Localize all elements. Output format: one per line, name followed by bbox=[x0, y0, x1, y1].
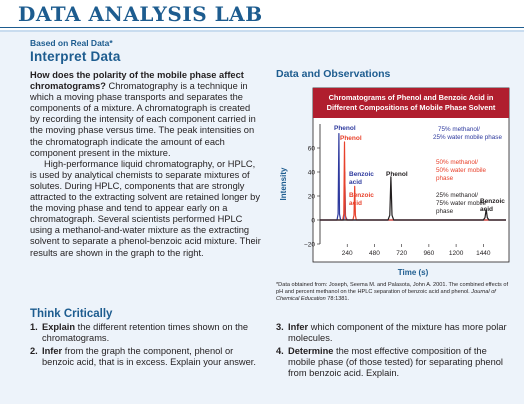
x-axis-label: Time (s) bbox=[397, 268, 429, 277]
peak-label-6-b: acid bbox=[480, 206, 494, 213]
question-number: 2. bbox=[30, 346, 38, 357]
question-1 bbox=[30, 322, 258, 344]
legend-line-3-2: phase bbox=[436, 175, 454, 182]
question-verb: Explain bbox=[42, 322, 76, 332]
chart-svg bbox=[268, 84, 518, 280]
lead-question: How does the polarity of the mobile phase affect chromatograms? bbox=[30, 70, 244, 92]
legend-line-2-1: 25% water mobile phase bbox=[433, 134, 502, 141]
kicker: Based on Real Data* bbox=[30, 38, 113, 48]
peak-label-4: Benzoic bbox=[349, 192, 374, 199]
question-4 bbox=[276, 346, 508, 379]
question-list-right bbox=[276, 322, 508, 381]
x-tick-label: 720 bbox=[396, 250, 408, 257]
legend-line-2-3: 75% water mobile bbox=[436, 200, 487, 207]
footnote-journal: Journal of Chemical Education bbox=[276, 289, 496, 303]
question-verb: Infer bbox=[288, 322, 309, 332]
y-tick-label: 40 bbox=[307, 169, 315, 177]
question-body bbox=[42, 322, 258, 344]
question-text: the most effective composition of the mobile phase (of those tested) for separating phenol from benzoic acid. Explain. bbox=[288, 346, 503, 379]
question-number: 4. bbox=[276, 346, 284, 357]
peak-label-4-b: acid bbox=[349, 200, 363, 207]
question-body bbox=[288, 322, 508, 344]
question-verb: Determine bbox=[288, 346, 334, 357]
chart-title-line-1: Chromatograms of Phenol and Benzoic Acid in bbox=[328, 93, 494, 102]
y-tick-label: −20 bbox=[303, 241, 315, 249]
question-verb: Infer bbox=[42, 346, 63, 357]
peak-label-5: Phenol bbox=[386, 171, 408, 178]
interpret-data-section bbox=[30, 38, 262, 259]
x-tick-label: 1200 bbox=[448, 250, 464, 257]
y-tick-label: 60 bbox=[307, 145, 315, 153]
question-list-left bbox=[30, 322, 258, 370]
footnote-text: *Data obtained from: Joseph, Seema M. and Palasota, John A. 2001. The combined effects of pH and percent methanol on the HPLC separation of benzoic acid and phenol. bbox=[276, 282, 509, 296]
paragraph-2: High-performance liquid chromatography, or HPLC, is used by analytical chemists to separate mixtures of solutes. During HPLC, components that are strongly attracted to the extracting solvent are retained longer by the moving phase and tend to appear early on a chromatograph. Several scientists performed HPLC using a methanol-and-water mixture as the extracting solvent to separate a phenol-benzoic acid mixture. Their results are shown in the graph to the right. bbox=[30, 158, 261, 258]
peak-label-3-b: acid bbox=[349, 179, 363, 186]
legend-line-3-3: phase bbox=[436, 208, 454, 215]
y-tick-label: 0 bbox=[311, 217, 315, 225]
question-text: the different retention times shown on the chromatograms. bbox=[42, 322, 249, 344]
section-title: Interpret Data bbox=[30, 49, 121, 64]
legend-line-2-2: 50% water mobile bbox=[436, 167, 487, 174]
y-tick-label: 20 bbox=[307, 193, 315, 201]
question-body bbox=[288, 346, 508, 379]
chart-title-line-2: Different Compositions of Mobile Phase Solvent bbox=[326, 103, 496, 112]
question-text: which component of the mixture has more polar molecules. bbox=[288, 322, 507, 344]
paragraph-1-text: Chromatography is a technique in which a moving phase transports and separates the components of a mixture. A chromatograph is created by recording the intensity of each component carried in the moving phase versus time. The peak intensities on the chromatograph indicate the amount of each component present in the mixture. bbox=[30, 81, 256, 158]
y-axis-label: Intensity bbox=[279, 167, 288, 201]
question-text: from the graph the component, phenol or benzoic acid, that is in excess. Explain your answer. bbox=[42, 346, 256, 368]
x-tick-label: 960 bbox=[423, 250, 435, 257]
body-text bbox=[30, 70, 262, 259]
question-2 bbox=[30, 346, 258, 368]
legend-line-1-1: 75% methanol/ bbox=[438, 126, 481, 133]
legend-line-1-3: 25% methanol/ bbox=[436, 192, 479, 199]
chromatogram-chart bbox=[268, 84, 518, 280]
legend-line-1-2: 50% methanol/ bbox=[436, 159, 479, 166]
question-number: 1. bbox=[30, 322, 38, 332]
peak-label-1: Phenol bbox=[334, 125, 356, 132]
observations-title: Data and Observations bbox=[276, 68, 391, 80]
think-critically-title: Think Critically bbox=[30, 308, 113, 320]
x-tick-label: 240 bbox=[341, 250, 353, 257]
question-body bbox=[42, 346, 258, 368]
banner-title: DATA ANALYSIS LAB bbox=[18, 2, 263, 26]
footnote-tail: 78:1381. bbox=[325, 296, 350, 303]
x-tick-label: 1440 bbox=[476, 250, 491, 257]
footnote bbox=[276, 282, 512, 304]
question-3 bbox=[276, 322, 508, 344]
question-number: 3. bbox=[276, 322, 284, 332]
peak-label-6: Benzoic bbox=[480, 198, 505, 205]
peak-label-2: Phenol bbox=[340, 135, 362, 142]
paragraph-1 bbox=[30, 70, 262, 159]
peak-label-3: Benzoic bbox=[349, 171, 374, 178]
x-tick-label: 480 bbox=[369, 250, 380, 257]
banner bbox=[0, 0, 524, 28]
